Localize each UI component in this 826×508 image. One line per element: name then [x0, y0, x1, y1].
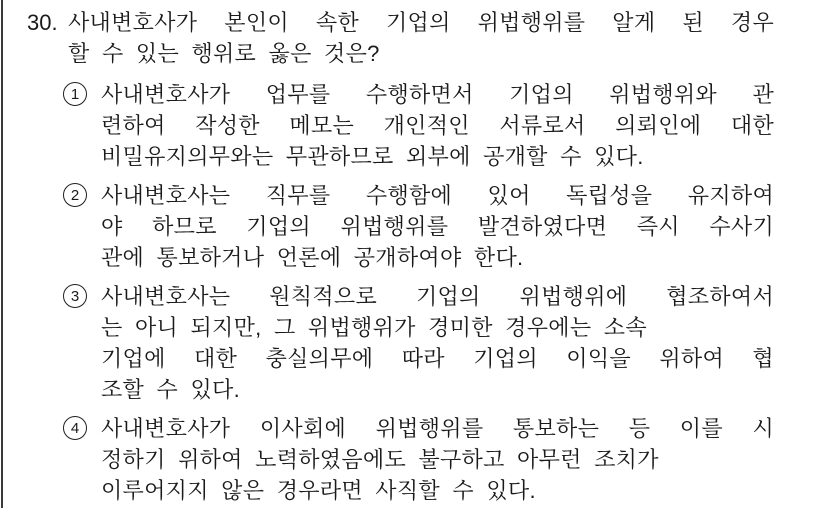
option-text-line: 관에 통보하거나 언론에 공개하여야 한다.: [101, 245, 524, 270]
option-2-marker: [63, 180, 101, 207]
option-text-line: 사내변호사는 직무를 수행함에 있어 독립성을 유지하여: [101, 183, 774, 208]
option-text-line: 사내변호사가 이사회에 위법행위를 통보하는 등 이를 시: [101, 416, 774, 441]
option-text-line: 는 아니 되지만, 그 위법행위가 경미한 경우에는 소속: [101, 315, 647, 340]
option-3-text: [101, 281, 774, 405]
option-3-marker: [63, 281, 101, 308]
option-text-line: 사내변호사가 업무를 수행하면서 기업의 위법행위와 관: [101, 82, 774, 107]
option-text-line: 조할 수 있다.: [101, 377, 240, 402]
option-4: [63, 413, 774, 506]
question-text-line: 사내변호사가 본인이 속한 기업의 위법행위를 알게 된 경우: [68, 10, 774, 35]
option-3: [63, 281, 774, 405]
question-30: [27, 7, 774, 69]
option-text-line: 기업에 대한 충실의무에 따라 기업의 이익을 위하여 협: [101, 346, 774, 371]
circled-number-4-icon: 4: [63, 416, 87, 440]
option-text-line: 정하기 위하여 노력하였음에도 불구하고 아무런 조치가: [101, 447, 659, 472]
option-1: [63, 79, 774, 172]
option-text-line: 야 하므로 기업의 위법행위를 발견하였다면 즉시 수사기: [101, 214, 774, 239]
circled-number-2-icon: 2: [63, 183, 87, 207]
option-2-text: [101, 180, 774, 273]
option-1-marker: [63, 79, 101, 106]
question-text-line: 할 수 있는 행위로 옳은 것은?: [68, 41, 380, 66]
option-text-line: 사내변호사는 원칙적으로 기업의 위법행위에 협조하여서: [101, 284, 774, 309]
option-text-line: 이루어지지 않은 경우라면 사직할 수 있다.: [101, 478, 536, 503]
question-text: [68, 7, 774, 69]
option-4-text: [101, 413, 774, 506]
question-number: 30.: [27, 10, 58, 35]
column-divider-line: [1, 0, 3, 508]
option-4-marker: [63, 413, 101, 440]
option-2: [63, 180, 774, 273]
question-block: [27, 7, 774, 506]
option-text-line: 련하여 작성한 메모는 개인적인 서류로서 의뢰인에 대한: [101, 113, 774, 138]
option-1-text: [101, 79, 774, 172]
circled-number-3-icon: 3: [63, 284, 87, 308]
circled-number-1-icon: 1: [63, 82, 87, 106]
option-text-line: 비밀유지의무와는 무관하므로 외부에 공개할 수 있다.: [101, 144, 644, 169]
